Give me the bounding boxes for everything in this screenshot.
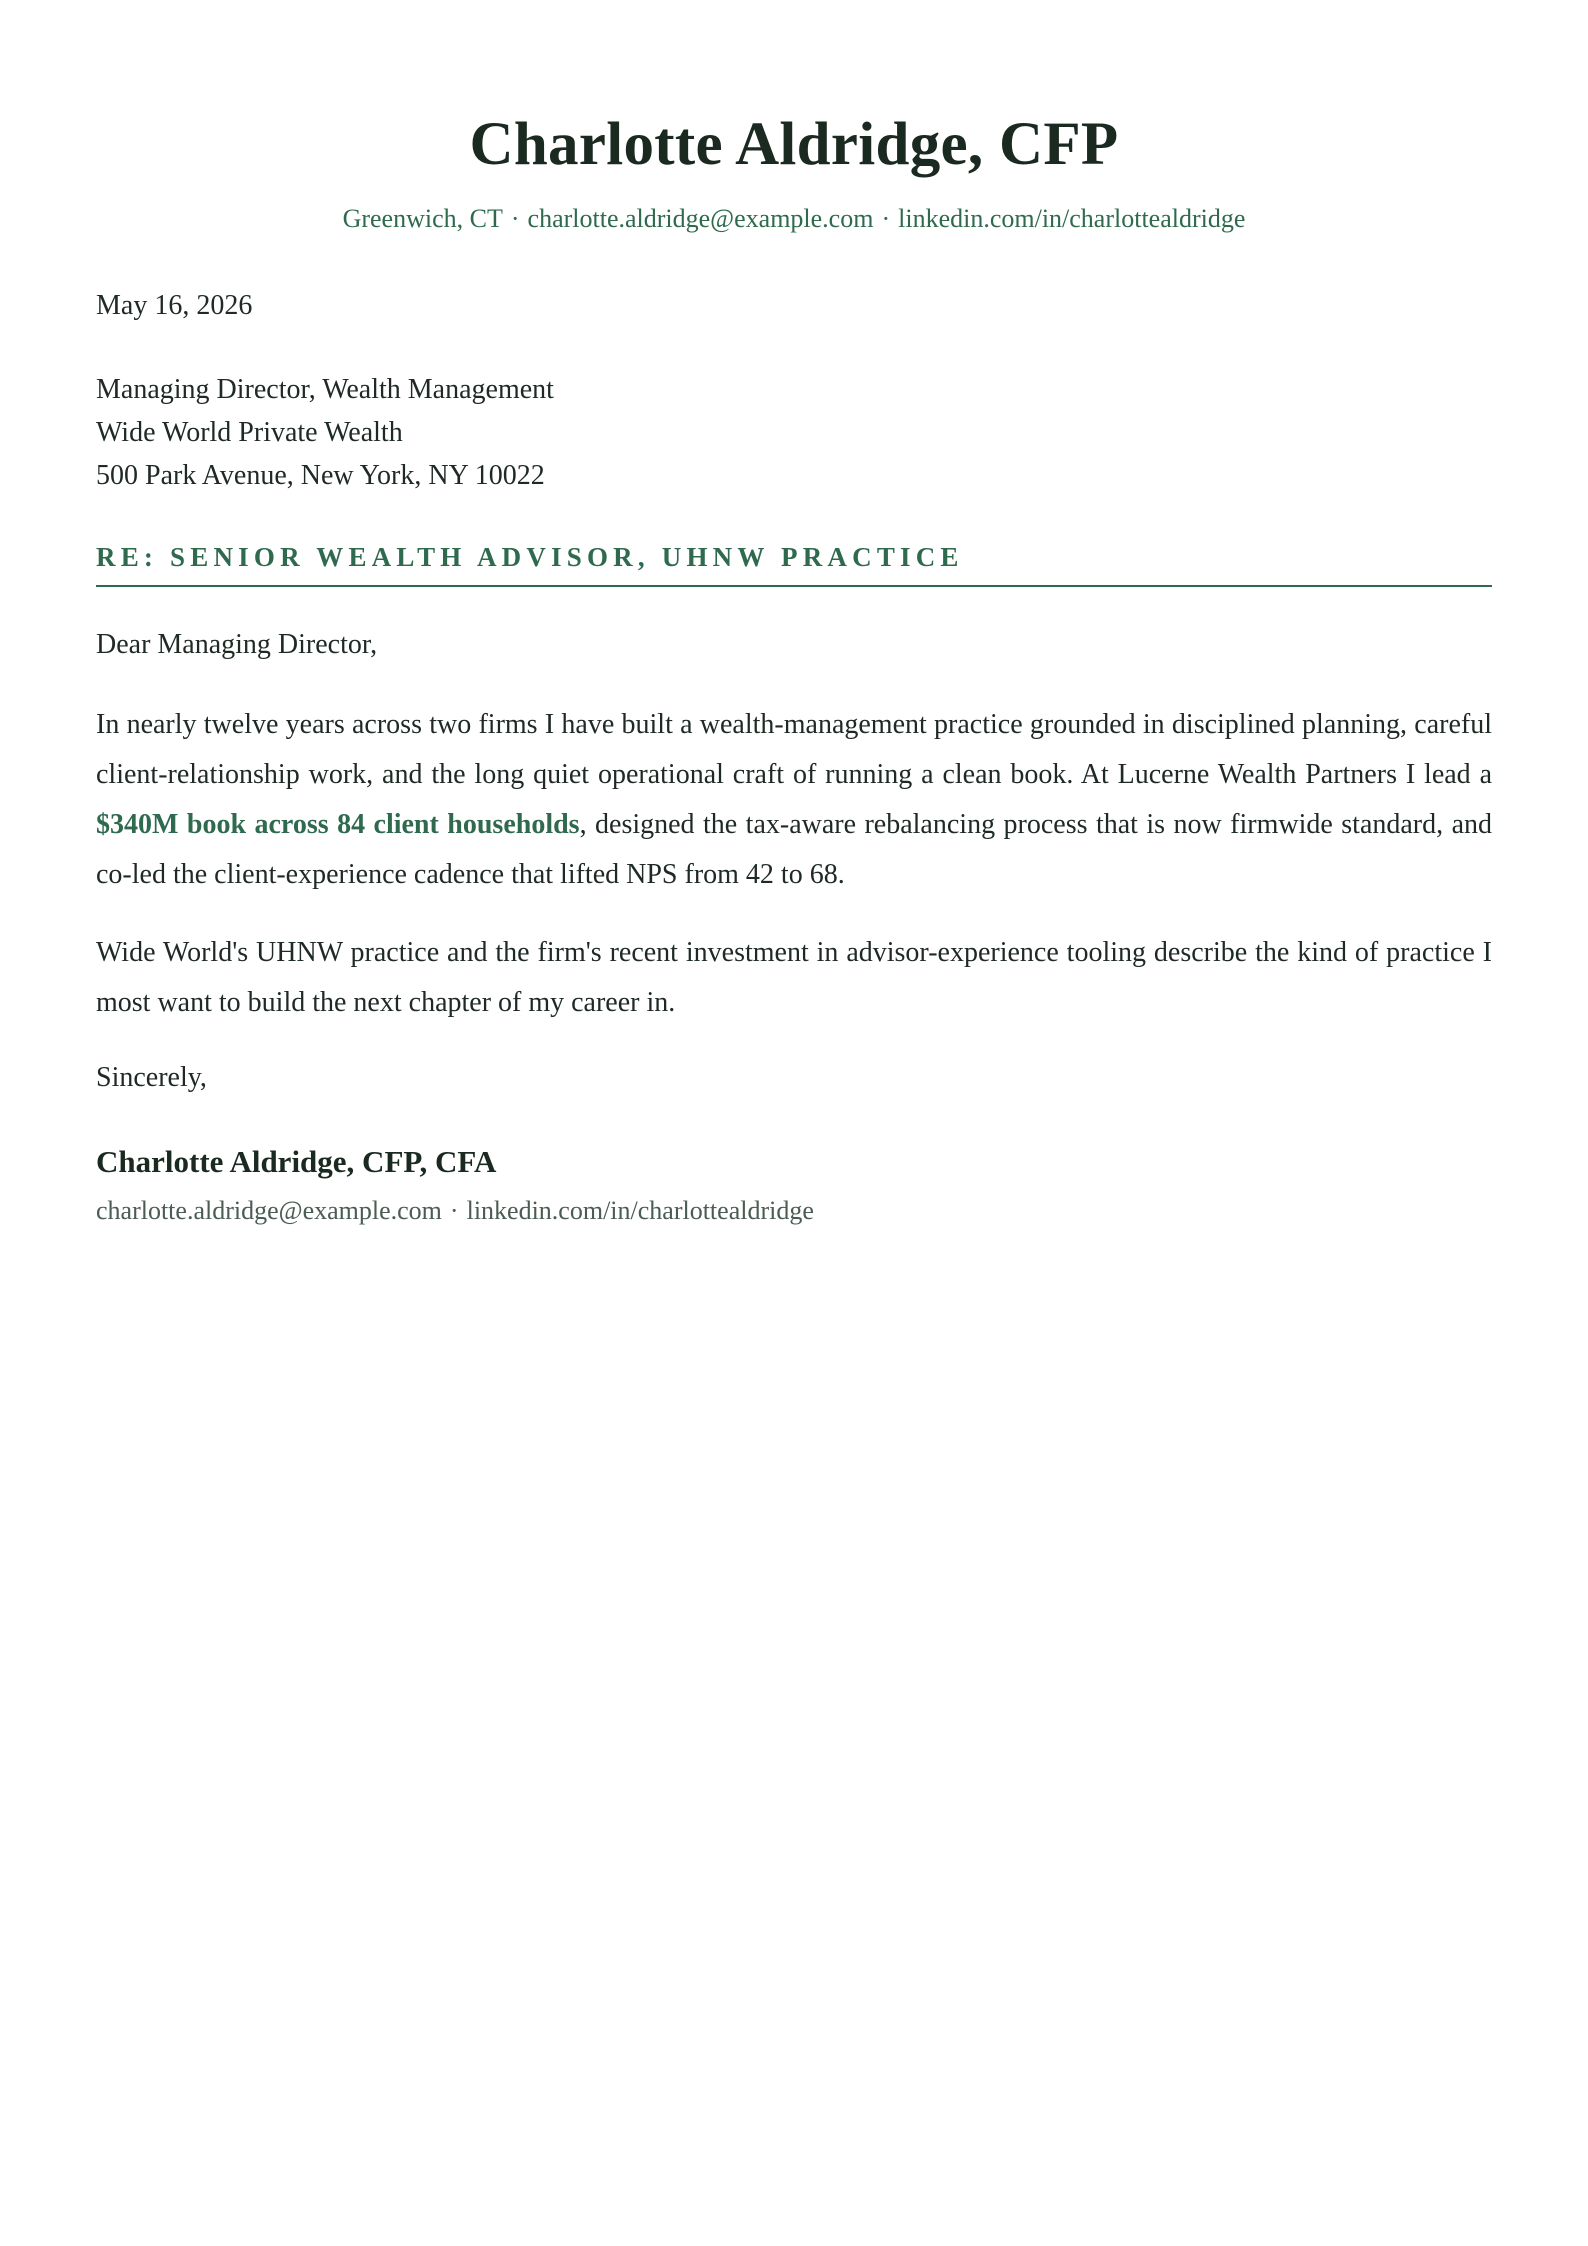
recipient-block: [96, 368, 1492, 497]
body-paragraph-2: Wide World's UHNW practice and the firm's recent investment in advisor-experience tooling describe the kind of practice I most want to build the next chapter of my career in.: [96, 937, 1492, 1018]
sender-linkedin-link[interactable]: linkedin.com/in/charlottealdridge: [898, 204, 1246, 233]
subject-line: RE: SENIOR WEALTH ADVISOR, UHNW PRACTICE: [96, 539, 1492, 587]
recipient-company: Wide World Private Wealth: [96, 417, 403, 448]
signature-contact-line: [96, 1194, 1492, 1228]
letter-header: [96, 0, 1492, 236]
body-paragraph-1: [96, 700, 1492, 900]
signature-name: Charlotte Aldridge, CFP, CFA: [96, 1144, 497, 1179]
signature-linkedin-link[interactable]: linkedin.com/in/charlottealdridge: [466, 1196, 814, 1225]
sender-contact-line: [96, 202, 1492, 236]
body-highlight: $340M book across 84 client households: [96, 809, 580, 840]
contact-separator: ·: [881, 204, 891, 233]
closing: Sincerely,: [96, 1062, 207, 1093]
recipient-address: 500 Park Avenue, New York, NY 10022: [96, 460, 545, 491]
signature-email-link[interactable]: charlotte.aldridge@example.com: [96, 1196, 442, 1225]
contact-separator: ·: [510, 204, 520, 233]
letter-date: May 16, 2026: [96, 290, 253, 321]
signature-separator: ·: [449, 1196, 459, 1225]
recipient-title: Managing Director, Wealth Management: [96, 374, 554, 405]
body-paragraph-1-end: , designed the tax-aware rebalancing process that is now firmwide standard, and co-led the client-experience cadence that lifted NPS from 42 to 68.: [96, 809, 1492, 890]
sender-email-link[interactable]: charlotte.aldridge@example.com: [527, 204, 874, 233]
sender-location: Greenwich, CT: [342, 204, 503, 233]
sender-name: Charlotte Aldridge, CFP: [469, 111, 1119, 178]
salutation: Dear Managing Director,: [96, 629, 378, 660]
body-paragraph-1-start: In nearly twelve years across two firms I have built a wealth-management practice grounded in disciplined planning, careful client-relationship work, and the long quiet operational craft of running a clean book. At Lucerne Wealth Partners I lead a: [96, 709, 1492, 790]
